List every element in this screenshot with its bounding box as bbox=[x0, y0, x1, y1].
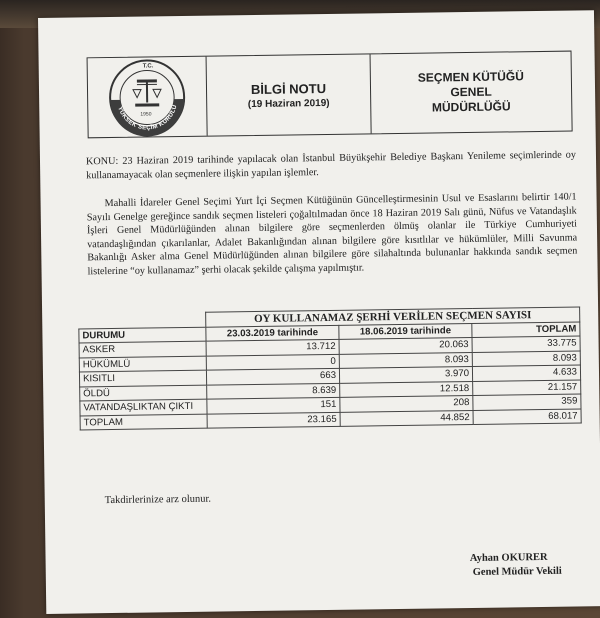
row-value-1: 0 bbox=[206, 354, 339, 370]
ysk-seal-icon bbox=[107, 56, 188, 137]
department-line-3: MÜDÜRLÜĞÜ bbox=[431, 99, 511, 115]
closing-text: Takdirlerinize arz olunur. bbox=[104, 493, 212, 507]
note-cell bbox=[207, 54, 372, 135]
document-page bbox=[38, 10, 600, 614]
header-total: TOPLAM bbox=[472, 321, 580, 337]
row-value-1: 663 bbox=[206, 368, 339, 384]
row-value-2: 8.093 bbox=[339, 352, 472, 368]
row-value-1: 8.639 bbox=[207, 383, 340, 399]
seal-bottom-text: YÜKSEK SEÇİM KURULU bbox=[116, 103, 179, 132]
row-total: 8.093 bbox=[472, 350, 580, 366]
row-label: ÖLDÜ bbox=[80, 385, 207, 401]
row-total: 4.633 bbox=[472, 365, 580, 381]
row-total: 33.775 bbox=[472, 336, 580, 352]
row-value-2: 20.063 bbox=[339, 337, 472, 353]
row-label: VATANDAŞLIKTAN ÇIKTI bbox=[80, 399, 207, 415]
voter-table bbox=[78, 306, 582, 430]
signature-block bbox=[470, 551, 562, 580]
signatory-name: Ayhan OKURER bbox=[469, 551, 548, 565]
note-title: BİLGİ NOTU bbox=[250, 80, 327, 97]
header-box bbox=[87, 51, 573, 139]
row-label: TOPLAM bbox=[80, 414, 207, 430]
row-value-2: 44.852 bbox=[340, 410, 473, 426]
note-date: (19 Haziran 2019) bbox=[247, 97, 330, 110]
row-value-1: 13.712 bbox=[206, 339, 339, 355]
seal-cell bbox=[88, 57, 208, 138]
signatory-title: Genel Müdür Vekili bbox=[472, 565, 562, 578]
body-paragraph-text: Mahalli İdareler Genel Seçimi Yurt İçi Seçmen Kütüğünün Güncelleştirmesinin Usul ve Esaslarını belirtir 140/1 Sayılı Genelge gereğince sandık seçmen listeleri çoğaltılmadan önce 18 Haziran 2019 Salı günü, Nüfus ve Vatandaşlık İşleri Genel Müdürlüğünden alınan bilgilere göre seçmenlerden ölmüş olanlar ile Türkiye Cumhuriyeti vatandaşlığından çıkarılanlar, Adalet Bakanlığından alınan bilgilere göre kısıtlılar ve hükümlüler, Milli Savunma Bakanlığı Asker alma Genel Müdürlüğünden alınan bilgilere göre silahaltında bulunanlar hakkında sandık seçmen listelerine “oy kullanamaz” şerhi olacak şekilde çalışma yapılmıştır. bbox=[86, 191, 578, 277]
department-line-1: SEÇMEN KÜTÜĞÜ bbox=[417, 69, 524, 85]
row-label: ASKER bbox=[79, 341, 206, 357]
body-paragraph bbox=[87, 190, 578, 278]
row-label: HÜKÜMLÜ bbox=[79, 356, 206, 372]
row-value-2: 12.518 bbox=[340, 381, 473, 397]
department-cell bbox=[371, 52, 572, 134]
row-label: KISITLI bbox=[79, 370, 206, 386]
header-date-1: 23.03.2019 tarihinde bbox=[206, 325, 339, 341]
header-date-2: 18.06.2019 tarihinde bbox=[339, 323, 472, 339]
table-title: OY KULLANAMAZ ŞERHİ VERİLEN SEÇMEN SAYISI bbox=[206, 307, 580, 327]
row-total: 359 bbox=[473, 394, 581, 410]
department-line-2: GENEL bbox=[450, 84, 492, 100]
seal-year: 1950 bbox=[140, 110, 152, 118]
row-total: 21.157 bbox=[473, 379, 581, 395]
row-value-1: 151 bbox=[207, 397, 340, 413]
row-value-2: 3.970 bbox=[339, 366, 472, 382]
subject-paragraph: KONU: 23 Haziran 2019 tarihinde yapılacak olan İstanbul Büyükşehir Belediye Başkanı Yenileme seçimlerinde oy kullanamayacak olan seçmenlere ilişkin yapılan işlemler. bbox=[85, 149, 577, 181]
row-value-1: 23.165 bbox=[207, 412, 340, 428]
row-total: 68.017 bbox=[473, 408, 581, 424]
header-durumu: DURUMU bbox=[79, 327, 206, 343]
row-value-2: 208 bbox=[340, 395, 473, 411]
seal-top-text: T.C. bbox=[142, 62, 154, 70]
